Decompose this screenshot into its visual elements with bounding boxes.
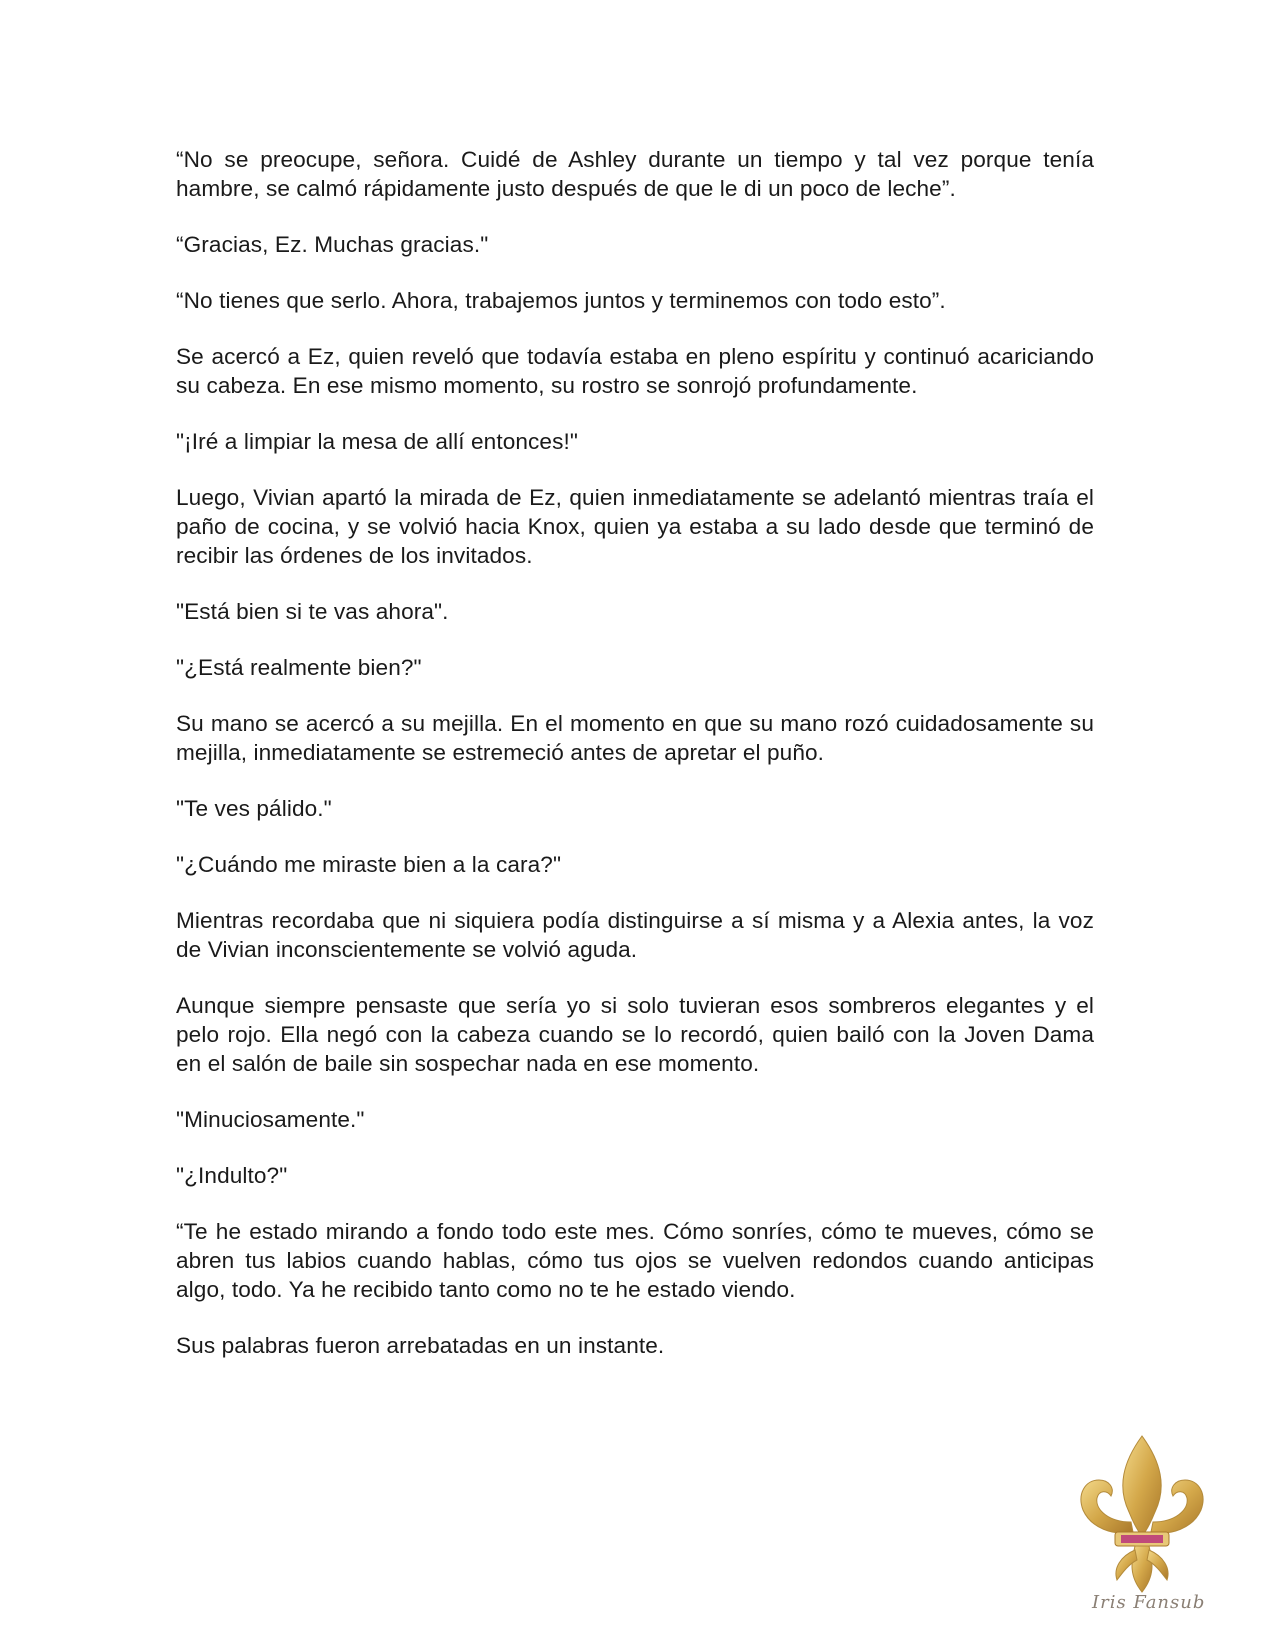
paragraph: Aunque siempre pensaste que sería yo si solo tuvieran esos sombreros elegantes y el pelo rojo. Ella negó con la cabeza cuando se lo recordó, quien bailó con la Joven Dama en el salón de baile sin sospechar nada en ese momento. [176,993,1094,1076]
paragraph: "¿Está realmente bien?" [176,655,422,680]
paragraph: Sus palabras fueron arrebatadas en un instante. [176,1333,665,1358]
paragraph: Se acercó a Ez, quien reveló que todavía estaba en pleno espíritu y continuó acariciando su cabeza. En ese mismo momento, su rostro se sonrojó profundamente. [176,344,1094,398]
paragraph: “Gracias, Ez. Muchas gracias." [176,232,489,257]
paragraph: "Está bien si te vas ahora". [176,599,449,624]
fleur-de-lis-icon [1073,1432,1211,1612]
paragraph: “Te he estado mirando a fondo todo este mes. Cómo sonríes, cómo te mueves, cómo se abren tus labios cuando hablas, cómo tus ojos se vuelven redondos cuando anticipas algo, todo. Ya he recibido tanto como no te he estado viendo. [176,1219,1094,1302]
paragraph: Luego, Vivian apartó la mirada de Ez, quien inmediatamente se adelantó mientras traía el paño de cocina, y se volvió hacia Knox, quien ya estaba a su lado desde que terminó de recibir las órdenes de los invitados. [176,485,1094,568]
paragraph: "¡Iré a limpiar la mesa de allí entonces!" [176,429,578,454]
paragraph: Su mano se acercó a su mejilla. En el momento en que su mano rozó cuidadosamente su mejilla, inmediatamente se estremeció antes de apretar el puño. [176,711,1094,765]
paragraph: Mientras recordaba que ni siquiera podía distinguirse a sí misma y a Alexia antes, la voz de Vivian inconscientemente se volvió aguda. [176,908,1094,962]
paragraph: “No se preocupe, señora. Cuidé de Ashley durante un tiempo y tal vez porque tenía hambre, se calmó rápidamente justo después de que le di un poco de leche”. [176,147,1094,201]
paragraph: "¿Indulto?" [176,1163,288,1188]
document-body [176,145,1094,1387]
paragraph: "¿Cuándo me miraste bien a la cara?" [176,852,562,877]
paragraph: "Minuciosamente." [176,1107,365,1132]
paragraph: “No tienes que serlo. Ahora, trabajemos juntos y terminemos con todo esto”. [176,288,946,313]
watermark-text: Iris Fansub [1092,1592,1206,1613]
paragraph: "Te ves pálido." [176,796,332,821]
